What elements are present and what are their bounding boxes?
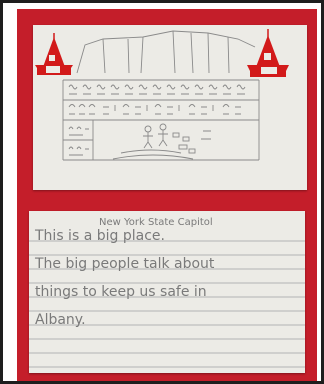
writing-line-1: This is a big place. [35, 228, 165, 244]
writing-line-3: things to keep us safe in [35, 284, 207, 300]
lined-paper [29, 211, 305, 373]
card-heading: New York State Capitol [99, 217, 213, 228]
drawing-card [33, 25, 307, 190]
people-and-steps [113, 124, 211, 159]
writing-line-4: Albany. [35, 312, 86, 328]
writing-card [29, 211, 305, 373]
left-red-tower [35, 33, 73, 75]
writing-line-2: The big people talk about [35, 256, 215, 272]
pencil-building-outline [63, 31, 259, 160]
right-red-tower [247, 29, 289, 77]
capitol-drawing [33, 25, 307, 190]
